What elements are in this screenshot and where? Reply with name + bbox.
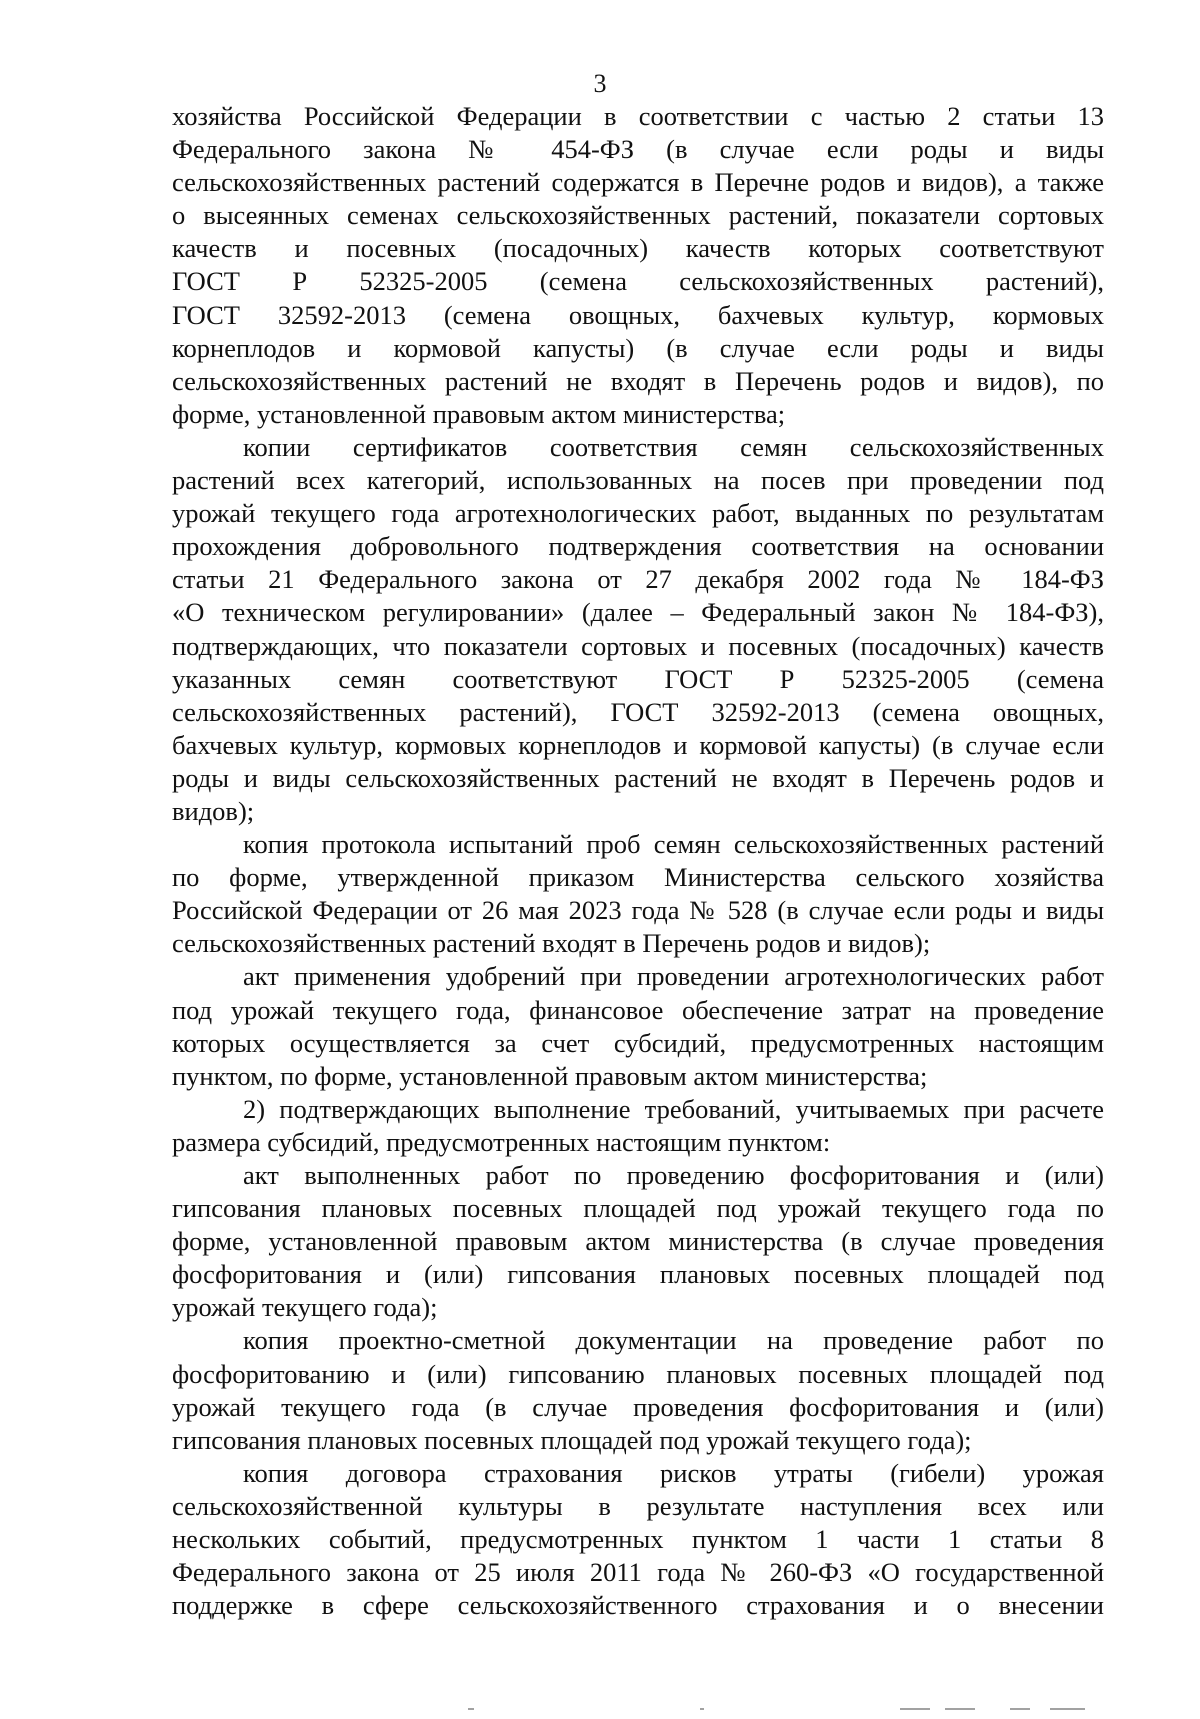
text-line: копия договора страхования рисков утраты (гибели) урожая xyxy=(243,1457,1104,1488)
text-line: растений всех категорий, использованных на посев при проведении под xyxy=(172,465,1104,496)
text-line: урожай текущего года агротехнологических работ, выданных по результатам xyxy=(172,498,1104,529)
text-line: о высеянных семенах сельскохозяйственных растений, показатели сортовых xyxy=(172,200,1104,231)
text-line: поддержке в сфере сельскохозяйственного страхования и о внесении xyxy=(172,1590,1104,1621)
text-line: копии сертификатов соответствия семян сельскохозяйственных xyxy=(243,431,1104,462)
text-line: статьи 21 Федерального закона от 27 декабря 2002 года № 184-ФЗ xyxy=(172,564,1104,595)
text-line: указанных семян соответствуют ГОСТ Р 52325-2005 (семена xyxy=(172,663,1104,694)
text-line: фосфоритования и (или) гипсования плановых посевных площадей под xyxy=(172,1259,1104,1290)
text-line: Российской Федерации от 26 мая 2023 года № 528 (в случае если роды и виды xyxy=(172,895,1104,926)
text-line: сельскохозяйственной культуры в результате наступления всех или xyxy=(172,1490,1104,1521)
text-line: гипсования плановых посевных площадей под урожай текущего года по xyxy=(172,1193,1104,1224)
paragraph xyxy=(172,431,1104,828)
text-line: размера субсидий, предусмотренных настоящим пунктом: xyxy=(172,1126,831,1157)
text-line: под урожай текущего года, финансовое обеспечение затрат на проведение xyxy=(172,994,1104,1025)
text-line: фосфоритованию и (или) гипсованию плановых посевных площадей под xyxy=(172,1358,1104,1389)
page-number: 3 xyxy=(593,69,607,98)
text-line: форме, установленной правовым актом министерства; xyxy=(172,398,786,429)
text-line: ГОСТ 32592-2013 (семена овощных, бахчевых культур, кормовых xyxy=(172,299,1104,330)
text-line: 2) подтверждающих выполнение требований, учитываемых при расчете xyxy=(243,1093,1104,1124)
text-line: по форме, утвержденной приказом Министерства сельского хозяйства xyxy=(172,862,1104,893)
text-line: пунктом, по форме, установленной правовым актом министерства; xyxy=(172,1060,928,1091)
scan-artifact xyxy=(900,1708,930,1710)
scan-artifact xyxy=(700,1708,704,1710)
scan-artifact xyxy=(1050,1708,1085,1710)
text-line: форме, установленной правовым актом министерства (в случае проведения xyxy=(172,1226,1104,1257)
text-line: акт применения удобрений при проведении агротехнологических работ xyxy=(243,961,1104,992)
text-line: сельскохозяйственных растений), ГОСТ 32592-2013 (семена овощных, xyxy=(172,696,1104,727)
text-line: бахчевых культур, кормовых корнеплодов и кормовой капусты) (в случае если xyxy=(172,729,1104,760)
text-line: корнеплодов и кормовой капусты) (в случае если роды и виды xyxy=(172,332,1104,363)
text-line: роды и виды сельскохозяйственных растений не входят в Перечень родов и xyxy=(172,762,1104,793)
paragraph xyxy=(172,1457,1104,1622)
paragraph xyxy=(172,828,1104,960)
text-line: копия проектно-сметной документации на проведение работ по xyxy=(243,1325,1104,1356)
scan-artifact xyxy=(1010,1708,1030,1710)
paragraph xyxy=(172,1159,1104,1324)
paragraph xyxy=(172,960,1104,1092)
text-line: хозяйства Российской Федерации в соответствии с частью 2 статьи 13 xyxy=(172,101,1104,131)
text-line: сельскохозяйственных растений содержатся в Перечне родов и видов), а также xyxy=(172,167,1104,198)
scan-artifact xyxy=(468,1708,474,1710)
text-line: видов); xyxy=(172,795,255,826)
text-line: гипсования плановых посевных площадей под урожай текущего года); xyxy=(172,1424,972,1455)
text-line: Федерального закона от 25 июля 2011 года № 260-ФЗ «О государственной xyxy=(172,1557,1104,1588)
text-line: ГОСТ Р 52325-2005 (семена сельскохозяйственных растений), xyxy=(172,266,1104,297)
text-line: акт выполненных работ по проведению фосфоритования и (или) xyxy=(243,1160,1104,1190)
document-body xyxy=(172,100,1104,1622)
paragraph xyxy=(172,100,1104,431)
text-line: которых осуществляется за счет субсидий, предусмотренных настоящим xyxy=(172,1027,1104,1058)
text-line: урожай текущего года); xyxy=(172,1292,438,1323)
text-line: прохождения добровольного подтверждения соответствия на основании xyxy=(172,531,1104,562)
text-line: сельскохозяйственных растений входят в Перечень родов и видов); xyxy=(172,928,931,959)
paragraph xyxy=(172,1324,1104,1456)
text-line: Федерального закона № 454-ФЗ (в случае если роды и виды xyxy=(172,134,1104,165)
text-line: «О техническом регулировании» (далее – Федеральный закон № 184-ФЗ), xyxy=(172,597,1104,628)
text-line: подтверждающих, что показатели сортовых и посевных (посадочных) качеств xyxy=(172,630,1104,661)
text-line: копия протокола испытаний проб семян сельскохозяйственных растений xyxy=(243,829,1104,860)
scan-artifact xyxy=(945,1708,975,1710)
text-line: качеств и посевных (посадочных) качеств которых соответствуют xyxy=(172,233,1104,264)
text-line: урожай текущего года (в случае проведения фосфоритования и (или) xyxy=(172,1391,1104,1422)
text-line: сельскохозяйственных растений не входят в Перечень родов и видов), по xyxy=(172,365,1104,396)
text-line: нескольких событий, предусмотренных пунктом 1 части 1 статьи 8 xyxy=(172,1524,1104,1555)
paragraph xyxy=(172,1093,1104,1159)
